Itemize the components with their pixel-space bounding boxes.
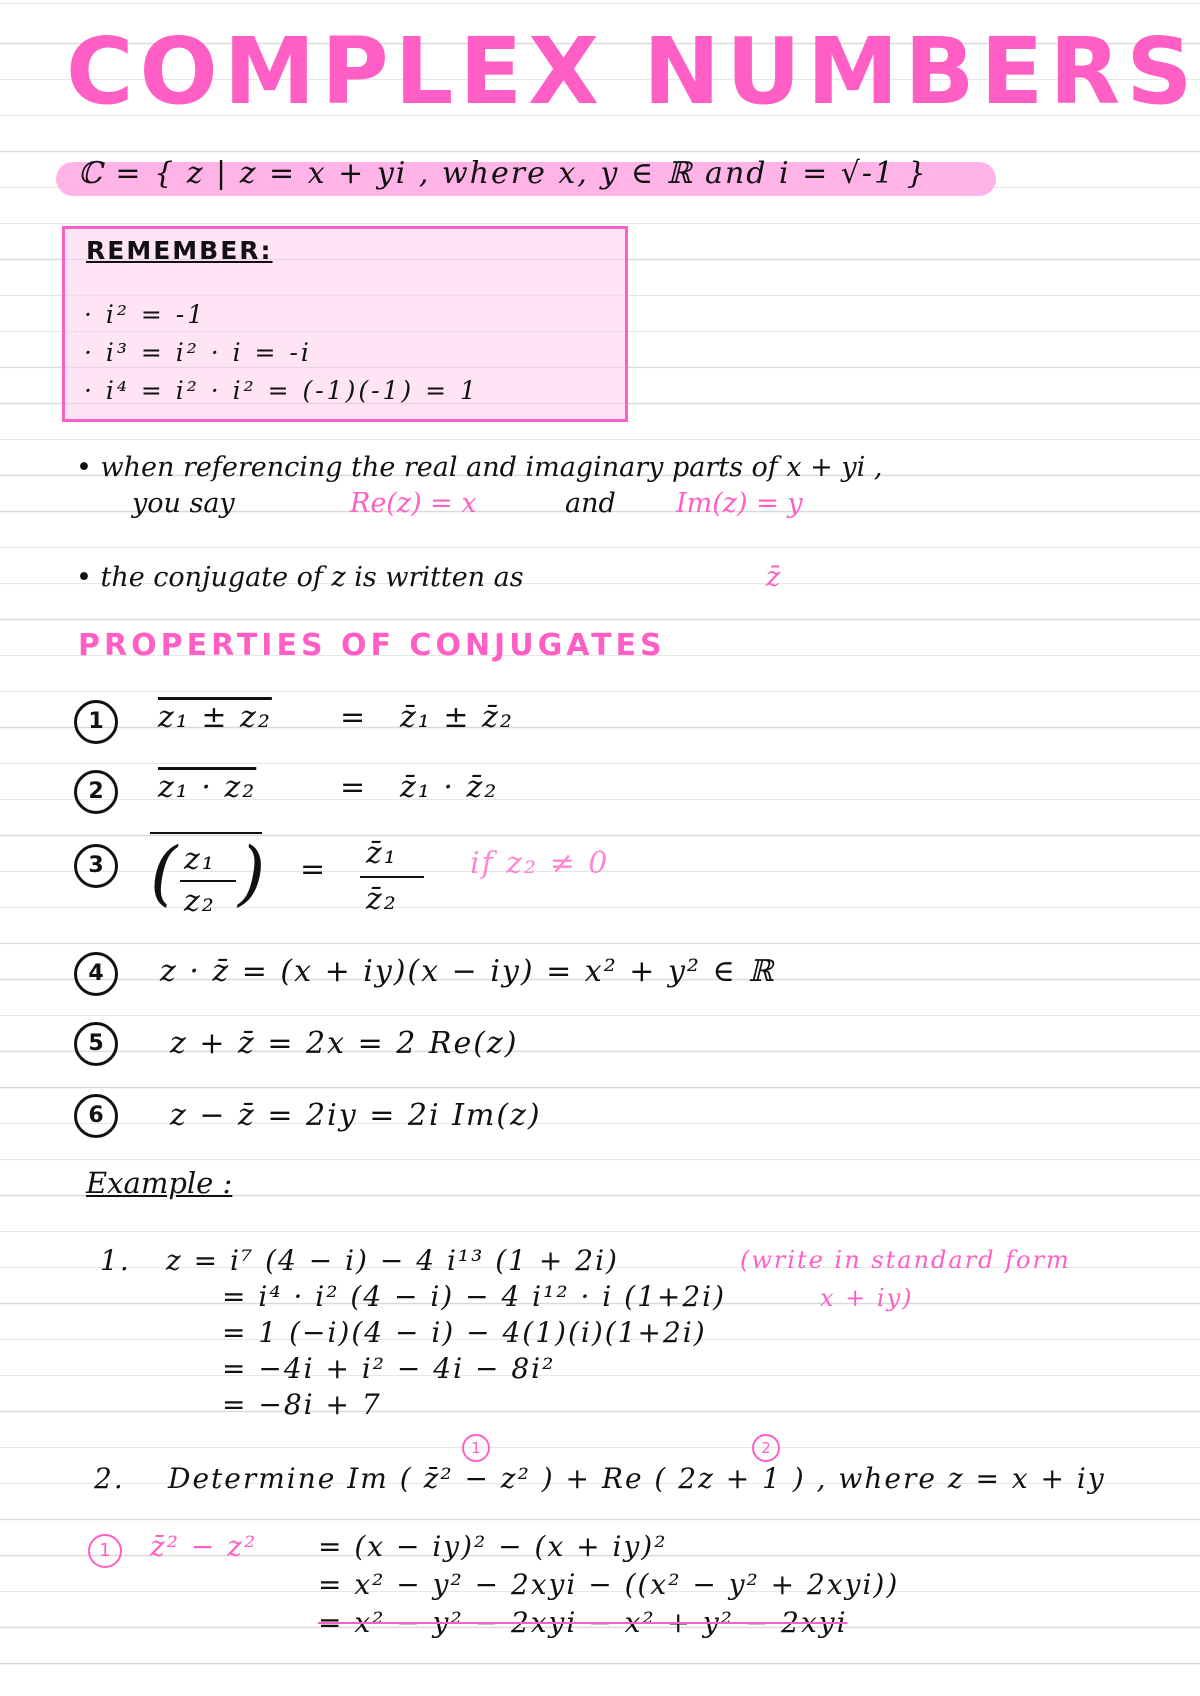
note-and: and [565,488,616,519]
note-real-imaginary-line1: • when referencing the real and imaginary parts of x + yi , [76,452,883,483]
example-2-marker-2: 2 [752,1434,780,1462]
note-re-z: Re(z) = x [350,488,477,519]
property-1-equals: = [340,700,368,735]
property-1-lhs: z₁ ± z₂ [158,700,272,735]
properties-heading: PROPERTIES OF CONJUGATES [78,628,666,663]
remember-heading: REMEMBER: [86,236,273,265]
example-2-number: 2. [94,1462,125,1495]
step-1-label: z̄² − z² [150,1530,258,1563]
example-1-note-line-1: (write in standard form [740,1246,1071,1274]
example-1-line-1: z = i⁷ (4 − i) − 4 i¹³ (1 + 2i) [166,1244,619,1277]
example-1-line-3: = 1 (−i)(4 − i) − 4(1)(i)(1+2i) [222,1316,707,1349]
property-3-lhs-bar [180,880,236,882]
property-3-right-paren: ) [238,832,268,914]
property-3-lhs-fraction [150,832,268,924]
property-1-number: 1 [74,700,118,744]
property-1-rhs: z̄₁ ± z̄₂ [400,700,514,735]
example-2-question: Determine Im ( z̄² − z² ) + Re ( 2z + 1 ) , where z = x + iy [168,1462,1106,1495]
step-1-line-3: = x² − y² − 2xyi − x² + y² − 2xyi [318,1606,848,1639]
example-heading: Example : [86,1166,233,1200]
remember-line-1: · i² = -1 [84,300,207,329]
property-2-lhs: z₁ · z₂ [158,770,257,805]
property-3-condition: if z₂ ≠ 0 [470,846,610,881]
property-2-equals: = [340,770,368,805]
remember-line-3: · i⁴ = i² · i² = (-1)(-1) = 1 [84,376,479,405]
property-2-number: 2 [74,770,118,814]
complex-set-definition: ℂ = { z | z = x + yi , where x, y ∈ ℝ and i = √-1 } [78,156,928,191]
note-im-z: Im(z) = y [676,488,803,519]
step-1-line-1: = (x − iy)² − (x + iy)² [318,1530,668,1563]
example-1-line-4: = −4i + i² − 4i − 8i² [222,1352,556,1385]
property-4-number: 4 [74,952,118,996]
step-1-marker: 1 [88,1534,122,1568]
property-3-lhs-denominator: z₂ [184,884,216,919]
property-3-number: 3 [74,844,118,888]
note-conjugate: • the conjugate of z is written as [76,562,524,593]
property-3-lhs-numerator: z₁ [184,842,216,877]
property-3-left-paren: ( [150,832,180,914]
example-1-line-2: = i⁴ · i² (4 − i) − 4 i¹² · i (1+2i) [222,1280,727,1313]
note-you-say: you say [132,488,235,519]
example-1-line-5: = −8i + 7 [222,1388,382,1421]
property-3-rhs-denominator: z̄₂ [366,882,398,917]
example-1-number: 1. [100,1244,131,1277]
property-5-number: 5 [74,1022,118,1066]
step-1-line-2: = x² − y² − 2xyi − ((x² − y² + 2xyi)) [318,1568,900,1601]
property-4-expression: z · z̄ = (x + iy)(x − iy) = x² + y² ∈ ℝ [160,954,776,989]
property-3-rhs-numerator: z̄₁ [366,836,398,871]
example-1-note-line-2: x + iy) [820,1284,914,1312]
property-3-equals: = [300,852,328,887]
property-2-rhs: z̄₁ · z̄₂ [400,770,499,805]
property-5-expression: z + z̄ = 2x = 2 Re(z) [170,1026,519,1061]
example-2-marker-1: 1 [462,1434,490,1462]
remember-line-2: · i³ = i² · i = -i [84,338,312,367]
note-conjugate-symbol: z̄ [766,562,781,593]
property-6-expression: z − z̄ = 2iy = 2i Im(z) [170,1098,542,1133]
property-6-number: 6 [74,1094,118,1138]
page-title: COMPLEX NUMBERS [66,18,1199,125]
property-3-rhs-bar [360,876,424,878]
